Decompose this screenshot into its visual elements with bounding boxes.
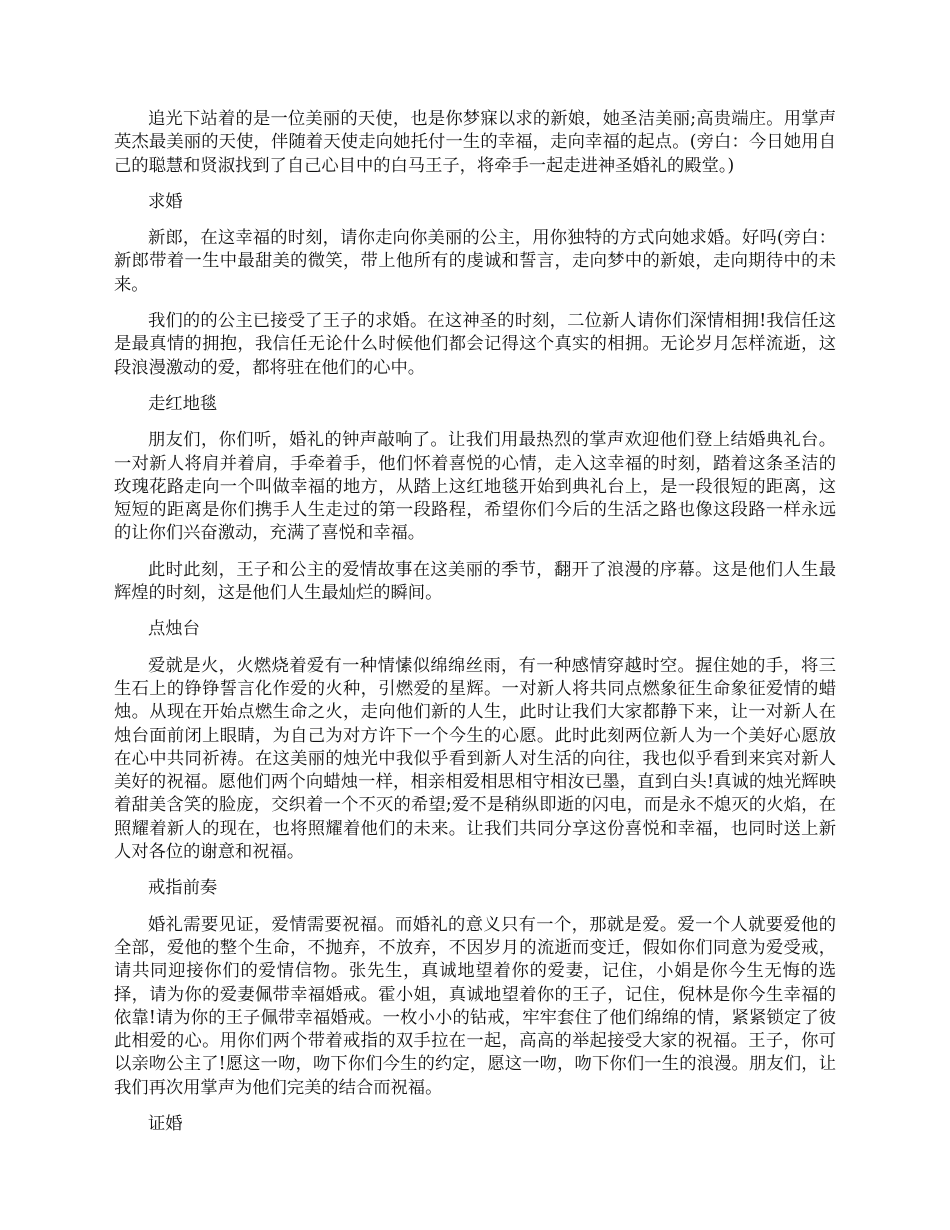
paragraph-ring-prelude: 婚礼需要见证，爱情需要祝福。而婚礼的意义只有一个，那就是爱。爱一个人就要爱他的全部，爱他的整个生命，不抛弃，不放弃，不因岁月的流逝而变迁，假如你们同意为爱受戒，请共同迎接你们的爱情信物。张先生，真诚地望着你的爱妻，记住，小娟是你今生无悔的选择，请为你的爱妻佩带幸福婚戒。霍小姐，真诚地望着你的王子，记住，倪林是你今生幸福的依靠!请为你的王子佩带幸福婚戒。一枚小小的钻戒，牢牢套住了他们绵绵的情，紧紧锁定了彼此相爱的心。用你们两个带着戒指的双手拉在一起，高高的举起接受大家的祝福。王子，你可以亲吻公主了!愿这一吻，吻下你们今生的约定，愿这一吻，吻下你们一生的浪漫。朋友们，让我们再次用掌声为他们完美的结合而祝福。 [114,914,836,1098]
section-heading-red-carpet: 走红地毯 [148,393,218,414]
section-heading-proposal: 求婚 [148,191,183,212]
paragraph-embrace: 我们的的公主已接受了王子的求婚。在这神圣的时刻，二位新人请你们深情相拥!我信任这是最真情的拥抱，我信任无论什么时候他们都会记得这个真实的相拥。无论岁月怎样流逝，这段浪漫激动的爱，都将驻在他们的心中。 [114,311,836,378]
paragraph-love-story: 此时此刻，王子和公主的爱情故事在这美丽的季节，翻开了浪漫的序幕。这是他们人生最辉煌的时刻，这是他们人生最灿烂的瞬间。 [114,559,836,604]
paragraph-proposal: 新郎，在这幸福的时刻，请你走向你美丽的公主，用你独特的方式向她求婚。好吗(旁白：新郎带着一生中最甜美的微笑，带上他所有的虔诚和誓言，走向梦中的新娘，走向期待中的未来。 [114,228,836,295]
paragraph-candle: 爱就是火，火燃烧着爱有一种情愫似绵绵丝雨，有一种感情穿越时空。握住她的手，将三生石上的铮铮誓言化作爱的火种，引燃爱的星辉。一对新人将共同点燃象征生命象征爱情的蜡烛。从现在开始点燃生命之火，走向他们新的人生，此时让我们大家都静下来，让一对新人在烛台面前闭上眼睛，为自己为对方许下一个今生的心愿。此时此刻两位新人为一个美好心愿放在心中共同祈祷。在这美丽的烛光中我似乎看到新人对生活的向往，我也似乎看到来宾对新人美好的祝福。愿他们两个向蜡烛一样，相亲相爱相思相守相汝已墨，直到白头!真诚的烛光辉映着甜美含笑的脸庞，交织着一个不灭的希望;爱不是稍纵即逝的闪电，而是永不熄灭的火焰，在照耀着新人的现在，也将照耀着他们的未来。让我们共同分享这份喜悦和幸福，也同时送上新人对各位的谢意和祝福。 [114,655,836,863]
section-heading-candle: 点烛台 [148,619,200,640]
paragraph-red-carpet: 朋友们，你们听，婚礼的钟声敲响了。让我们用最热烈的掌声欢迎他们登上结婚典礼台。一对新人将肩并着肩，手牵着手，他们怀着喜悦的心情，走入这幸福的时刻，踏着这条圣洁的玫瑰花路走向一个叫做幸福的地方，从踏上这红地毯开始到典礼台上，是一段很短的距离，这短短的距离是你们携手人生走过的第一段路程，希望你们今后的生活之路也像这段路一样永远的让你们兴奋激动，充满了喜悦和幸福。 [114,430,836,544]
section-heading-ring-prelude: 戒指前奏 [148,878,218,899]
paragraph-angel-entrance: 追光下站着的是一位美丽的天使，也是你梦寐以求的新娘，她圣洁美丽;高贵端庄。用掌声英杰最美丽的天使，伴随着天使走向她托付一生的幸福，走向幸福的起点。(旁白：今日她用自己的聪慧和贤淑找到了自己心目中的白马王子，将牵手一起走进神圣婚礼的殿堂。) [114,109,836,176]
section-heading-witness: 证婚 [148,1113,183,1134]
document-body [114,108,836,1149]
